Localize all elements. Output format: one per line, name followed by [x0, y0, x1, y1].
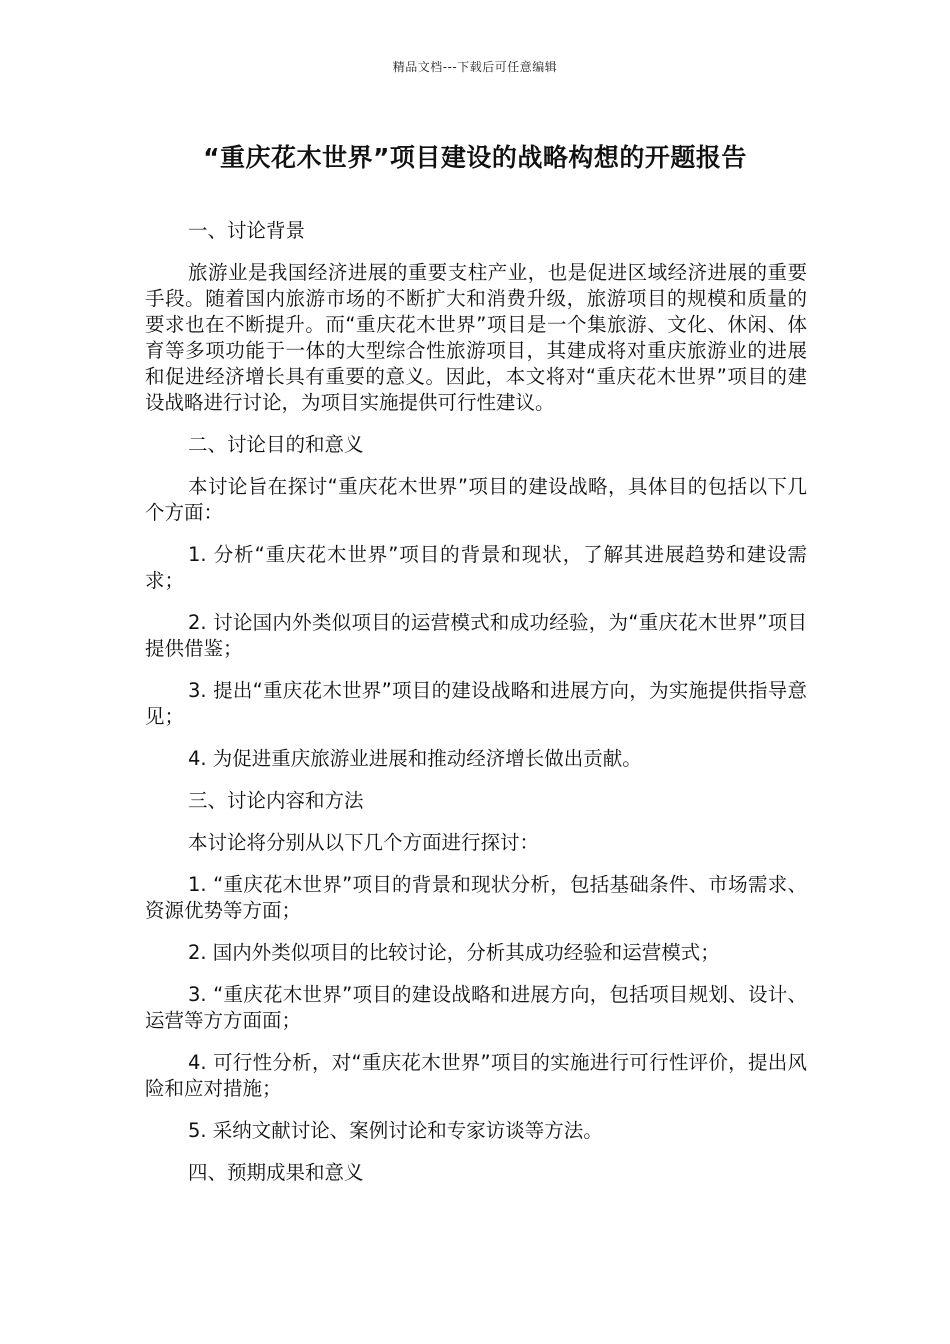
list-item-content-3: 3. “重庆花木世界”项目的建设战略和进展方向，包括项目规划、设计、运营等方方面面； [145, 983, 807, 1032]
list-item-content-4: 4. 可行性分析，对“重庆花木世界”项目的实施进行可行性评价，提出风险和应对措施； [145, 1051, 807, 1100]
list-item-purpose-2: 2. 讨论国内外类似项目的运营模式和成功经验，为“重庆花木世界”项目提供借鉴； [145, 611, 807, 660]
list-item-content-5: 5. 采纳文献讨论、案例讨论和专家访谈等方法。 [188, 1119, 603, 1142]
list-item-content-2: 2. 国内外类似项目的比较讨论，分析其成功经验和运营模式； [188, 941, 720, 964]
list-item-content-1: 1. “重庆花木世界”项目的背景和现状分析，包括基础条件、市场需求、资源优势等方面； [145, 873, 807, 922]
paragraph-background: 旅游业是我国经济进展的重要支柱产业，也是促进区域经济进展的重要手段。随着国内旅游市场的不断扩大和消费升级，旅游项目的规模和质量的要求也在不断提升。而“重庆花木世界”项目是一个集旅游、文化、休闲、体育等多项功能于一体的大型综合性旅游项目，其建成将对重庆旅游业的进展和促进经济增长具有重要的意义。因此，本文将对“重庆花木世界”项目的建设战略进行讨论，为项目实施提供可行性建议。 [145, 261, 807, 414]
list-item-purpose-1: 1. 分析“重庆花木世界”项目的背景和现状，了解其进展趋势和建设需求； [145, 543, 807, 592]
paragraph-purpose-intro: 本讨论旨在探讨“重庆花木世界”项目的建设战略，具体目的包括以下几个方面： [145, 475, 807, 524]
list-item-purpose-4: 4. 为促进重庆旅游业进展和推动经济增长做出贡献。 [188, 747, 642, 770]
paragraph-content-intro: 本讨论将分别从以下几个方面进行探讨： [188, 831, 540, 854]
section-heading-purpose: 二、讨论目的和意义 [188, 433, 364, 456]
section-heading-background: 一、讨论背景 [188, 219, 306, 242]
page-header: 精品文档---下载后可任意编辑 [392, 60, 558, 74]
document-title: “重庆花木世界”项目建设的战略构想的开题报告 [203, 143, 747, 172]
section-heading-content: 三、讨论内容和方法 [188, 789, 364, 812]
document-body [145, 218, 807, 1202]
list-item-purpose-3: 3. 提出“重庆花木世界”项目的建设战略和进展方向，为实施提供指导意见； [145, 679, 807, 728]
section-heading-outcomes: 四、预期成果和意义 [188, 1161, 364, 1184]
